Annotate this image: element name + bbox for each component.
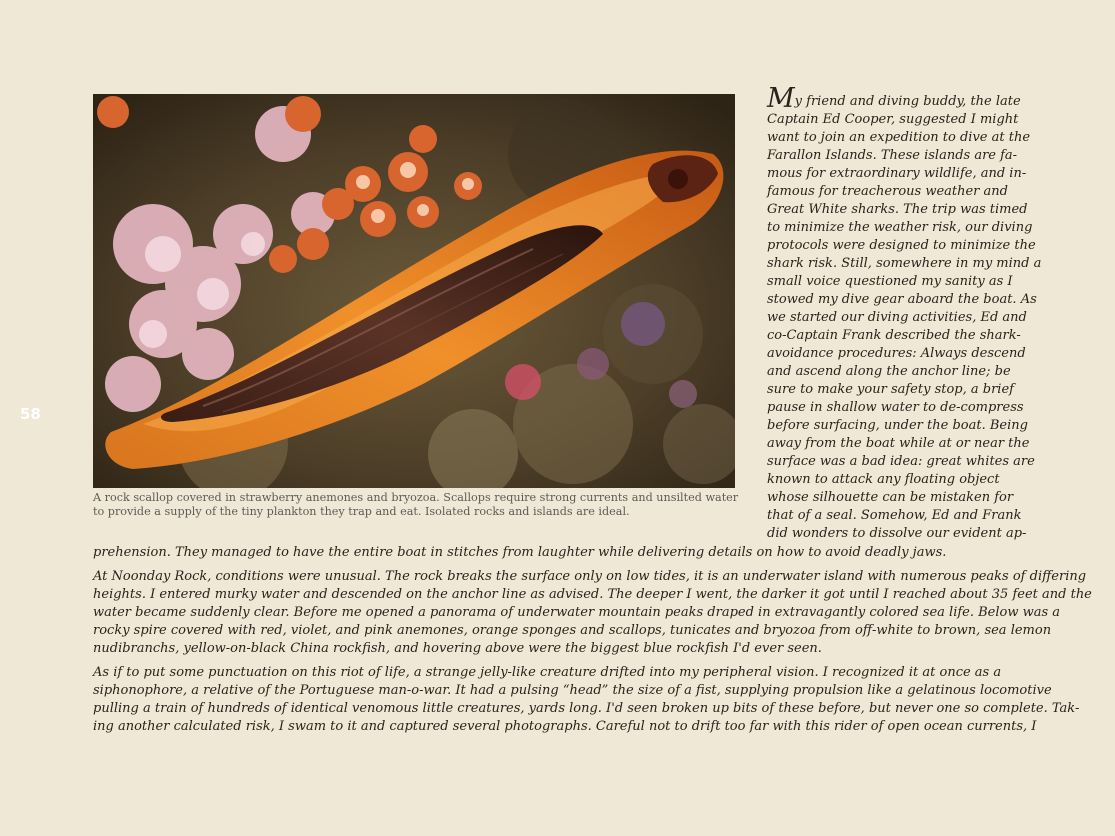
column-line: mous for extraordinary wildlife, and in- bbox=[767, 166, 1027, 181]
column-line-first bbox=[767, 83, 1025, 114]
column-line: avoidance procedures: Always descend bbox=[767, 346, 1026, 361]
paragraph-line: siphonophore, a relative of the Portuguese man-o-war. It had a pulsing “head” the size of a fist, supplying propulsion like a gelatinous locomotive bbox=[93, 683, 1052, 698]
column-line: surface was a bad idea: great whites are bbox=[767, 454, 1035, 469]
scallop-photo bbox=[93, 94, 735, 488]
paragraph-line: nudibranchs, yellow-on-black China rockfish, and hovering above were the biggest blue rockfish I'd ever seen. bbox=[93, 641, 822, 656]
column-line: to minimize the weather risk, our diving bbox=[767, 220, 1033, 235]
column-line: whose silhouette can be mistaken for bbox=[767, 490, 1014, 505]
column-line: known to attack any floating object bbox=[767, 472, 1000, 487]
column-line: away from the boat while at or near the bbox=[767, 436, 1030, 451]
column-line: shark risk. Still, somewhere in my mind a bbox=[767, 256, 1042, 271]
column-line-text: y friend and diving buddy, the late bbox=[794, 94, 1021, 109]
photo-caption bbox=[93, 491, 743, 519]
paragraph-siphonophore bbox=[93, 664, 1080, 736]
drop-cap: M bbox=[767, 83, 795, 114]
column-line: Farallon Islands. These islands are fa- bbox=[767, 148, 1018, 163]
column-line: stowed my dive gear aboard the boat. As bbox=[767, 292, 1037, 307]
caption-line: to provide a supply of the tiny plankton they trap and eat. Isolated rocks and islands are ideal. bbox=[93, 505, 630, 518]
column-line: Captain Ed Cooper, suggested I might bbox=[767, 112, 1019, 127]
paragraph-line: rocky spire covered with red, violet, and pink anemones, orange sponges and scallops, tunicates and bryozoa from off-white to brown, sea lemon bbox=[93, 623, 1052, 638]
continuation-paragraph bbox=[93, 544, 1028, 562]
column-line: protocols were designed to minimize the bbox=[767, 238, 1036, 253]
paragraph-noonday-rock bbox=[93, 568, 1092, 658]
column-line: did wonders to dissolve our evident ap- bbox=[767, 526, 1027, 541]
column-line: Great White sharks. The trip was timed bbox=[767, 202, 1028, 217]
column-line: we started our diving activities, Ed and bbox=[767, 310, 1027, 325]
paragraph-line: pulling a train of hundreds of identical venomous little creatures, yards long. I'd seen broken up bits of these before, but never one so complete. Tak- bbox=[93, 701, 1080, 716]
paragraph-line: ing another calculated risk, I swam to it and captured several photographs. Careful not to drift too far with this rider of open ocean currents, I bbox=[93, 719, 1037, 734]
scallop-photo-illustration bbox=[93, 94, 735, 488]
paragraph-line: heights. I entered murky water and descended on the anchor line as advised. The deeper I went, the darker it got until I reached about 35 feet and the bbox=[93, 587, 1092, 602]
continuation-line: prehension. They managed to have the entire boat in stitches from laughter while delivering details on how to avoid deadly jaws. bbox=[93, 545, 947, 560]
intro-column bbox=[767, 83, 1042, 543]
column-line: pause in shallow water to de-compress bbox=[767, 400, 1024, 415]
column-line: that of a seal. Somehow, Ed and Frank bbox=[767, 508, 1022, 523]
paragraph-line: water became suddenly clear. Before me opened a panorama of underwater mountain peaks draped in extravagantly colored sea life. Below was a bbox=[93, 605, 1061, 620]
column-line: sure to make your safety stop, a brief bbox=[767, 382, 1014, 397]
column-line: and ascend along the anchor line; be bbox=[767, 364, 1011, 379]
column-line: before surfacing, under the boat. Being bbox=[767, 418, 1028, 433]
paragraph-line: At Noonday Rock, conditions were unusual. The rock breaks the surface only on low tides, it is an underwater island with numerous peaks of differing bbox=[93, 569, 1087, 584]
column-line: want to join an expedition to dive at the bbox=[767, 130, 1031, 145]
paragraph-line: As if to put some punctuation on this riot of life, a strange jelly-like creature drifted into my peripheral vision. I recognized it at once as a bbox=[93, 665, 1002, 680]
column-line: co-Captain Frank described the shark- bbox=[767, 328, 1021, 343]
caption-line: A rock scallop covered in strawberry anemones and bryozoa. Scallops require strong currents and unsilted water bbox=[93, 491, 739, 504]
page-number: 58 bbox=[20, 405, 41, 423]
column-line: famous for treacherous weather and bbox=[767, 184, 1008, 199]
column-line: small voice questioned my sanity as I bbox=[767, 274, 1013, 289]
